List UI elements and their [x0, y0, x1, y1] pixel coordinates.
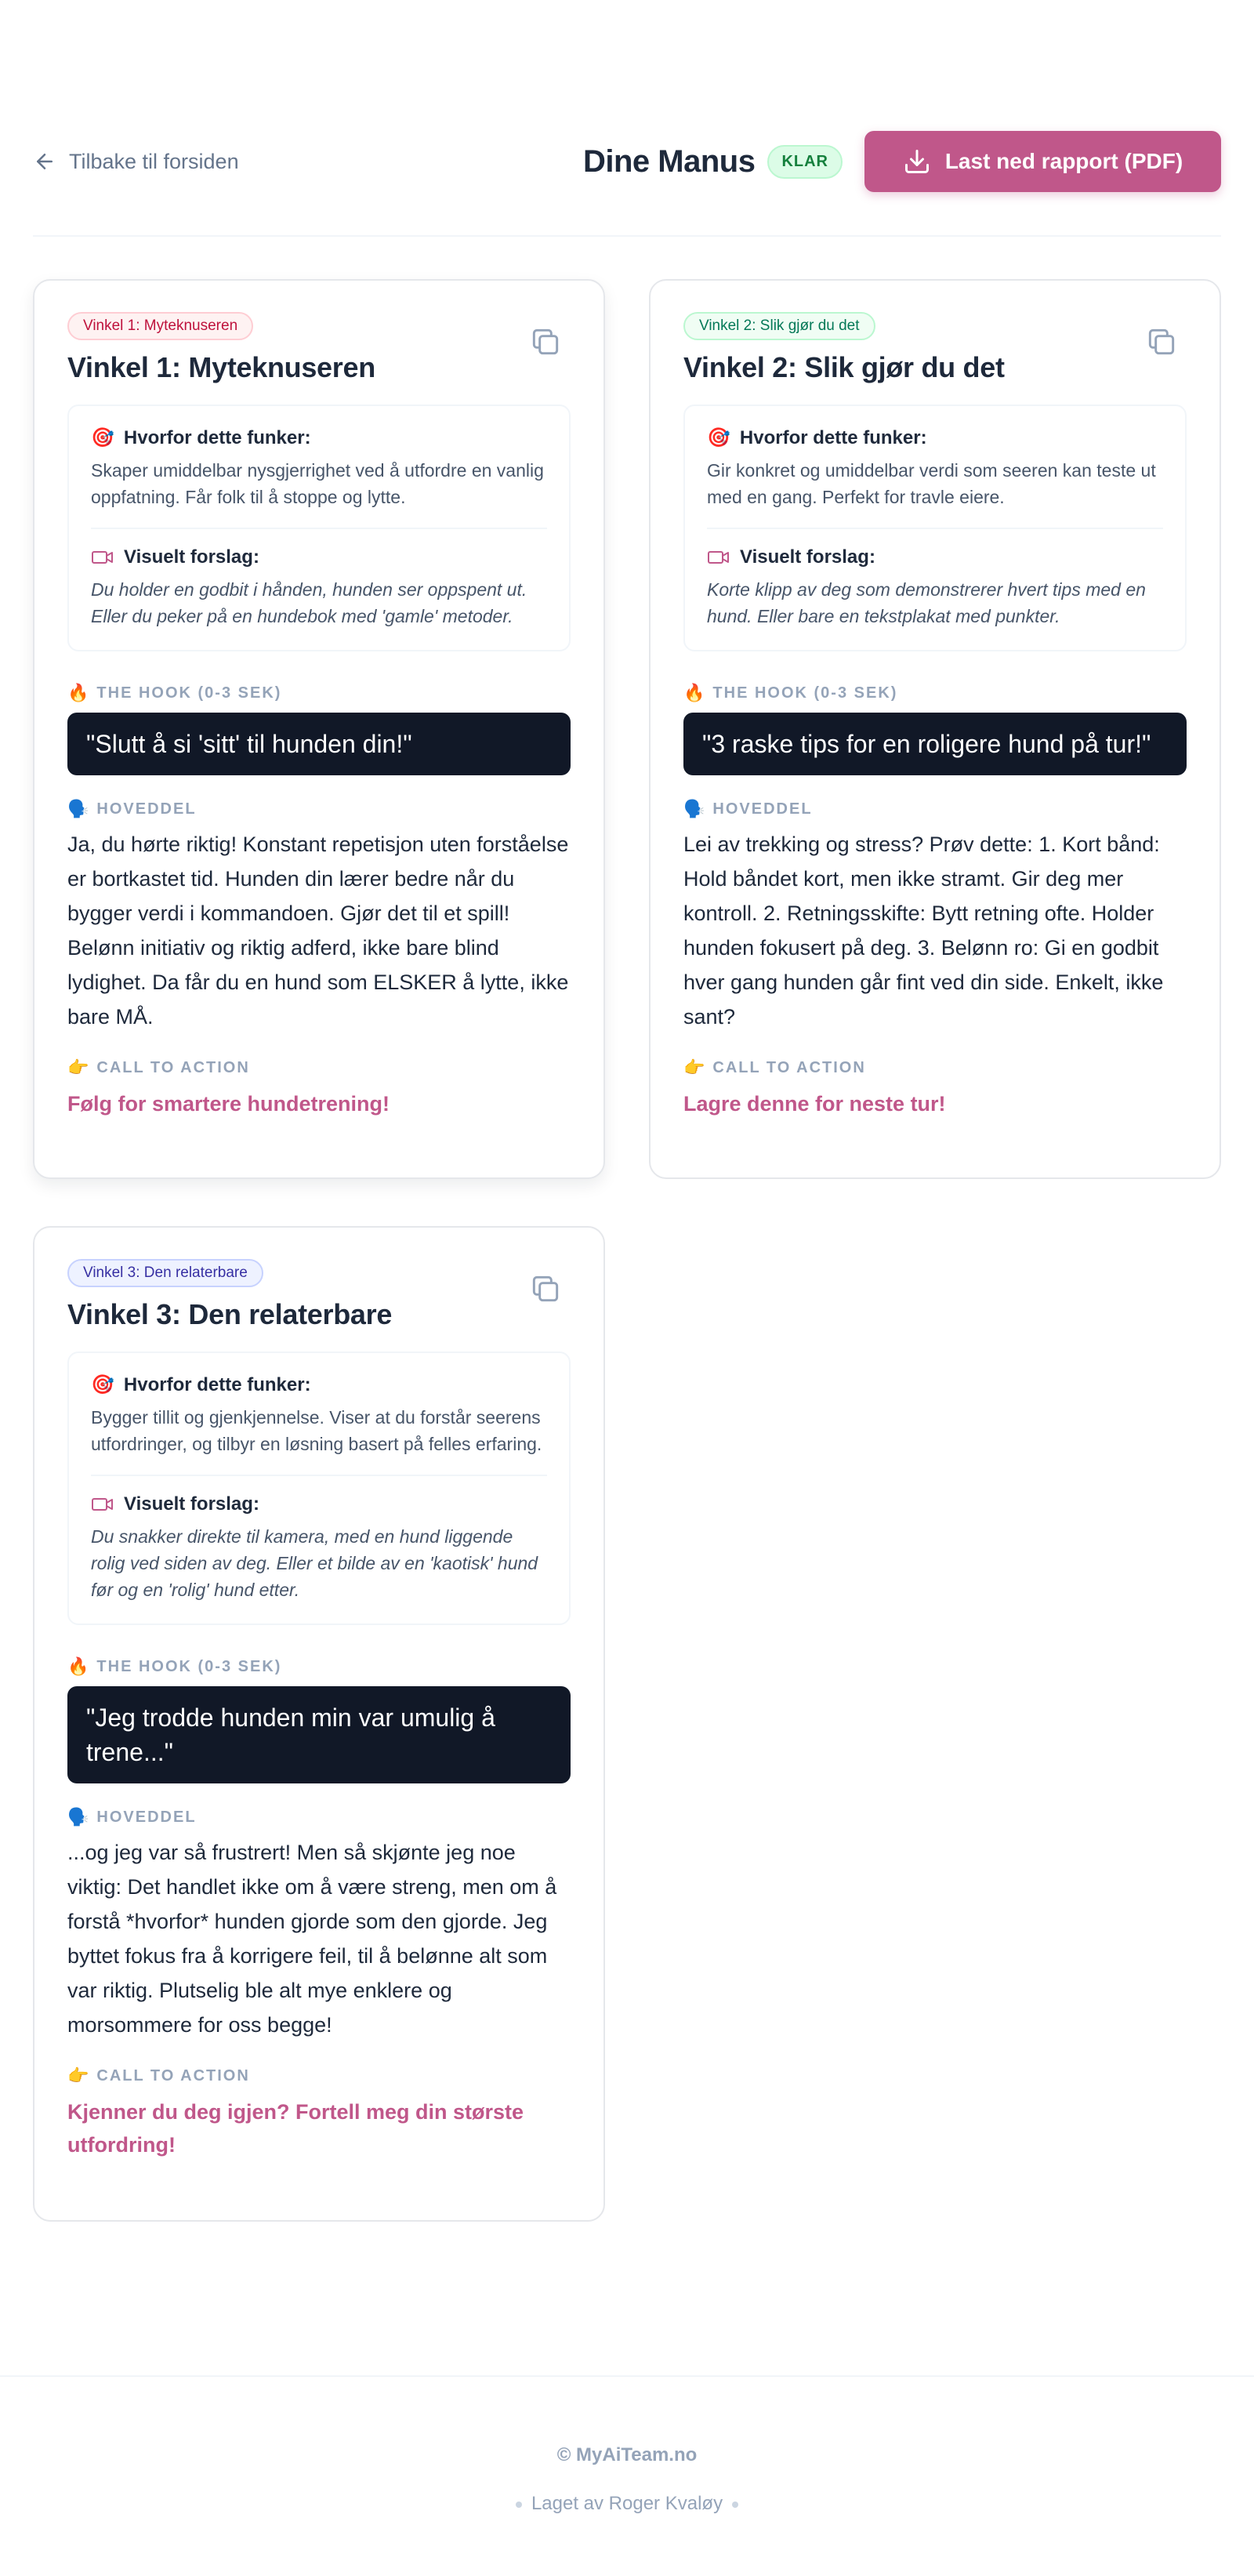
- script-card-2: [649, 279, 1221, 1179]
- main-label: [67, 799, 571, 819]
- why-text: Skaper umiddelbar nysgjerrighet ved å utfordre en vanlig oppfatning. Får folk til å stoppe og lytte.: [91, 460, 544, 507]
- hook-label-text: THE HOOK (0-3 SEK): [96, 684, 282, 702]
- cta-label-text: CALL TO ACTION: [96, 1058, 250, 1076]
- page-header: [33, 131, 1221, 192]
- speaking-head-icon: 🗣️: [683, 799, 705, 818]
- pointing-hand-icon: 👉: [67, 1058, 89, 1077]
- main-label: [67, 1807, 571, 1827]
- info-divider: [91, 528, 547, 529]
- card-title: Vinkel 3: Den relaterbare: [67, 1298, 393, 1330]
- card-tag: Vinkel 1: Myteknuseren: [67, 312, 253, 340]
- hook-label: [683, 683, 1187, 703]
- visual-text: Du snakker direkte til kamera, med en hund liggende rolig ved siden av deg. Eller et bilde av en 'kaotisk' hund før og en 'rolig' hund etter.: [91, 1526, 538, 1600]
- made-by-text: Laget av Roger Kvaløy: [531, 2493, 723, 2514]
- cta-text: Følg for smartere hundetrening!: [67, 1092, 390, 1116]
- status-badge: KLAR: [767, 145, 843, 179]
- speaking-head-icon: 🗣️: [67, 1807, 89, 1827]
- target-icon: 🎯: [707, 427, 730, 448]
- fire-icon: 🔥: [67, 683, 89, 702]
- main-label-text: HOVEDDEL: [712, 800, 813, 818]
- fire-icon: 🔥: [683, 683, 705, 702]
- info-divider: [707, 528, 1163, 529]
- page-title: Dine Manus: [582, 143, 756, 179]
- fire-icon: 🔥: [67, 1656, 89, 1676]
- copy-icon[interactable]: [528, 1272, 563, 1306]
- info-divider: [91, 1475, 547, 1476]
- why-text: Bygger tillit og gjenkjennelse. Viser at du forstår seerens utfordringer, og tilbyr en løsning basert på felles erfaring.: [91, 1407, 542, 1454]
- why-heading: [91, 426, 547, 449]
- video-camera-icon: [91, 548, 114, 567]
- cta-label: [67, 2066, 571, 2086]
- pointing-hand-icon: 👉: [67, 2066, 89, 2085]
- pointing-hand-icon: 👉: [683, 1058, 705, 1077]
- main-label-text: HOVEDDEL: [96, 800, 197, 818]
- why-label: Hvorfor dette funker:: [739, 426, 927, 448]
- hook-label-text: THE HOOK (0-3 SEK): [96, 1657, 282, 1675]
- footer-copyright: © MyAiTeam.no: [556, 2444, 698, 2465]
- why-heading: [707, 426, 1163, 449]
- video-camera-icon: [91, 1495, 114, 1514]
- visual-text: Korte klipp av deg som demonstrerer hvert tips med en hund. Eller bare en tekstplakat med punkter.: [707, 579, 1146, 626]
- visual-heading: [707, 546, 1163, 568]
- hook-text: "3 raske tips for en roligere hund på tur!": [683, 713, 1187, 775]
- download-pdf-button[interactable]: [864, 131, 1221, 192]
- copy-icon[interactable]: [528, 325, 563, 359]
- visual-label: Visuelt forslag:: [124, 1493, 259, 1515]
- card-tag: Vinkel 2: Slik gjør du det: [683, 312, 875, 340]
- visual-heading: [91, 1493, 547, 1515]
- main-text: Lei av trekking og stress? Prøv dette: 1. Kort bånd: Hold båndet kort, men ikke stramt. Gir deg mer kontroll. 2. Retningsskifte: Bytt retning ofte. Holder hunden fokusert på deg. 3. Belønn ro: Gi en godbit hver gang hunden går fint ved din side. Enkelt, ikke sant?: [683, 833, 1164, 1029]
- video-camera-icon: [707, 548, 730, 567]
- cta-text: Lagre denne for neste tur!: [683, 1092, 946, 1116]
- hook-text: "Slutt å si 'sitt' til hunden din!": [67, 713, 571, 775]
- why-text: Gir konkret og umiddelbar verdi som seeren kan teste ut med en gang. Perfekt for travle eiere.: [707, 460, 1156, 507]
- visual-label: Visuelt forslag:: [124, 546, 259, 568]
- info-box: [67, 1351, 571, 1625]
- copy-icon[interactable]: [1144, 325, 1179, 359]
- footer-divider: [0, 2375, 1254, 2377]
- visual-label: Visuelt forslag:: [740, 546, 875, 568]
- cta-label-text: CALL TO ACTION: [96, 2066, 250, 2084]
- main-text: Ja, du hørte riktig! Konstant repetisjon uten forståelse er bortkastet tid. Hunden din lærer bedre når du bygger verdi i kommandoen. Gjør det til et spill! Belønn initiativ og riktig adferd, ikke bare blind lydighet. Da får du en hund som ELSKER å lytte, ikke bare MÅ.: [67, 833, 569, 1029]
- visual-heading: [91, 546, 547, 568]
- cta-label: [683, 1058, 1187, 1078]
- footer-credit: [0, 2493, 1254, 2515]
- hook-text: "Jeg trodde hunden min var umulig å trene...": [67, 1686, 571, 1783]
- why-heading: [91, 1373, 547, 1396]
- target-icon: 🎯: [91, 427, 114, 448]
- header-divider: [33, 235, 1221, 237]
- why-label: Hvorfor dette funker:: [123, 1373, 311, 1395]
- visual-text: Du holder en godbit i hånden, hunden ser oppspent ut. Eller du peker på en hundebok med 'gamle' metoder.: [91, 579, 527, 626]
- hook-label: [67, 1656, 571, 1677]
- cta-label-text: CALL TO ACTION: [712, 1058, 866, 1076]
- header-actions: [583, 131, 1221, 192]
- arrow-left-icon: [33, 150, 56, 173]
- speaking-head-icon: 🗣️: [67, 799, 89, 818]
- hook-label: [67, 683, 571, 703]
- hook-label-text: THE HOOK (0-3 SEK): [712, 684, 898, 702]
- card-tag: Vinkel 3: Den relaterbare: [67, 1259, 263, 1287]
- script-card-1: [33, 279, 605, 1179]
- download-icon: [903, 147, 931, 176]
- download-pdf-label: Last ned rapport (PDF): [944, 149, 1183, 173]
- script-card-3: [33, 1226, 605, 2222]
- back-link-label: Tilbake til forsiden: [69, 149, 239, 173]
- why-label: Hvorfor dette funker:: [123, 426, 311, 448]
- info-box: [67, 405, 571, 651]
- dot-icon: [732, 2502, 738, 2508]
- main-label: [683, 799, 1187, 819]
- cta-text: Kjenner du deg igjen? Fortell meg din største utfordring!: [67, 2100, 524, 2157]
- cta-label: [67, 1058, 571, 1078]
- card-title: Vinkel 1: Myteknuseren: [67, 351, 375, 383]
- back-link[interactable]: [33, 150, 239, 174]
- target-icon: 🎯: [91, 1374, 114, 1395]
- info-box: [683, 405, 1187, 651]
- main-label-text: HOVEDDEL: [96, 1808, 197, 1826]
- dot-icon: [516, 2502, 522, 2508]
- card-title: Vinkel 2: Slik gjør du det: [683, 351, 1005, 383]
- main-text: ...og jeg var så frustrert! Men så skjønte jeg noe viktig: Det handlet ikke om å være streng, men om å forstå *hvorfor* hunden gjorde som den gjorde. Jeg byttet fokus fra å korrigere feil, til å belønne alt som var riktig. Plutselig ble alt mye enklere og morsommere for oss begge!: [67, 1841, 557, 2037]
